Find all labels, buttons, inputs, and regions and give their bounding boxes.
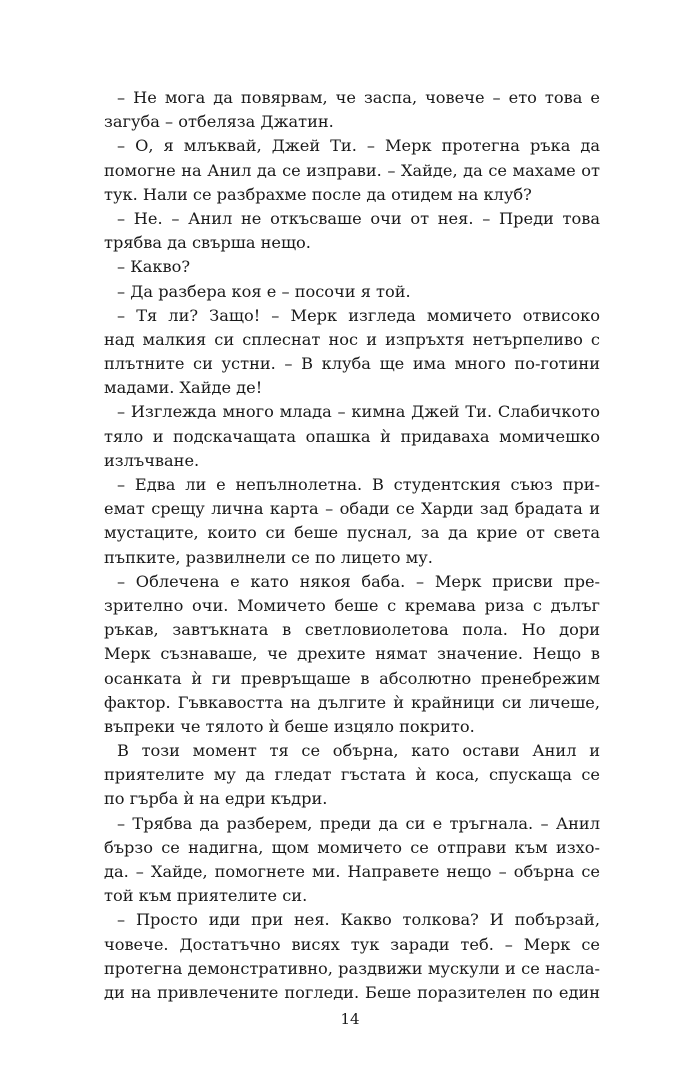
- text-line: ди на привлечените погледи. Беше поразителен по един: [104, 982, 600, 1002]
- text-line: тяло и подскачащата опашка ѝ придаваха момичешко: [104, 426, 600, 446]
- text-line: ръкав, завтъкната в светловиолетова пола. Но дори: [104, 620, 600, 640]
- text-line: по гърба ѝ на едри къдри.: [104, 789, 328, 809]
- text-line: фактор. Гъвкавостта на дългите ѝ крайници си личеше,: [104, 692, 600, 712]
- text-line: приятелите му да гледат гъстата ѝ коса, спускаща се: [104, 765, 600, 785]
- text-line: Мерк съзнаваше, че дрехите нямат значение. Нещо в: [104, 644, 600, 664]
- text-line: емат срещу лична карта – обади се Харди зад брадата и: [104, 499, 600, 519]
- text-line: плътните си устни. – В клуба ще има много по-готини: [104, 354, 600, 374]
- text-line: – Тя ли? Защо! – Мерк изгледа момичето отвисоко: [117, 305, 600, 325]
- text-line: – Облечена е като някоя баба. – Мерк присви пре-: [117, 571, 600, 591]
- text-line: В този момент тя се обърна, като остави Анил и: [117, 741, 600, 761]
- text-line: пъпките, развилнели се по лицето му.: [104, 547, 433, 567]
- text-line: – Какво?: [117, 257, 191, 277]
- text-line: мустаците, които си беше пуснал, за да крие от света: [104, 523, 600, 543]
- text-line: – О, я млъквай, Джей Ти. – Мерк протегна ръка да: [117, 136, 600, 156]
- text-line: да. – Хайде, помогнете ми. Направете нещо – обърна се: [104, 862, 600, 881]
- text-line: човече. Достатъчно висях тук заради теб. – Мерк се: [104, 934, 600, 954]
- text-line: зрително очи. Момичето беше с кремава риза с дълъг: [104, 595, 600, 615]
- text-line: – Не. – Анил не откъсваше очи от нея. – Преди това: [117, 208, 600, 228]
- text-line: – Просто иди при нея. Какво толкова? И побързай,: [117, 910, 600, 930]
- text-line: над малкия си сплеснат нос и изпръхтя нетърпеливо с: [104, 329, 600, 349]
- text-line: загуба – отбеляза Джатин.: [104, 112, 334, 132]
- text-line: – Да разбера коя е – посочи я той.: [117, 281, 411, 301]
- text-line: протегна демонстративно, раздвижи мускули и се насла-: [104, 958, 600, 978]
- text-line: въпреки че тялото ѝ беше изцяло покрито.: [104, 716, 475, 736]
- text-line: осанката ѝ ги превръщаше в абсолютно пренебрежим: [104, 668, 600, 688]
- text-line: – Не мога да повярвам, че заспа, човече – ето това е: [117, 88, 600, 107]
- text-line: помогне на Анил да се изправи. – Хайде, да се махаме от: [104, 160, 600, 180]
- text-line: тук. Нали се разбрахме после да отидем на клуб?: [104, 184, 532, 204]
- text-line: трябва да свърша нещо.: [104, 233, 311, 253]
- text-line: излъчване.: [104, 450, 200, 470]
- text-line: – Едва ли е непълнолетна. В студентския съюз при-: [117, 475, 600, 494]
- text-line: – Трябва да разберем, преди да си е тръгнала. – Анил: [117, 813, 600, 833]
- text-line: – Изглежда много млада – кимна Джей Ти. Слабичкото: [117, 402, 600, 422]
- text-line: бързо се надигна, щом момичето се отправи към изхо-: [104, 837, 600, 857]
- page-number: 14: [340, 1010, 360, 1028]
- text-line: той към приятелите си.: [104, 886, 308, 906]
- text-line: мадами. Хайде де!: [104, 378, 263, 398]
- body-text: [104, 86, 600, 1005]
